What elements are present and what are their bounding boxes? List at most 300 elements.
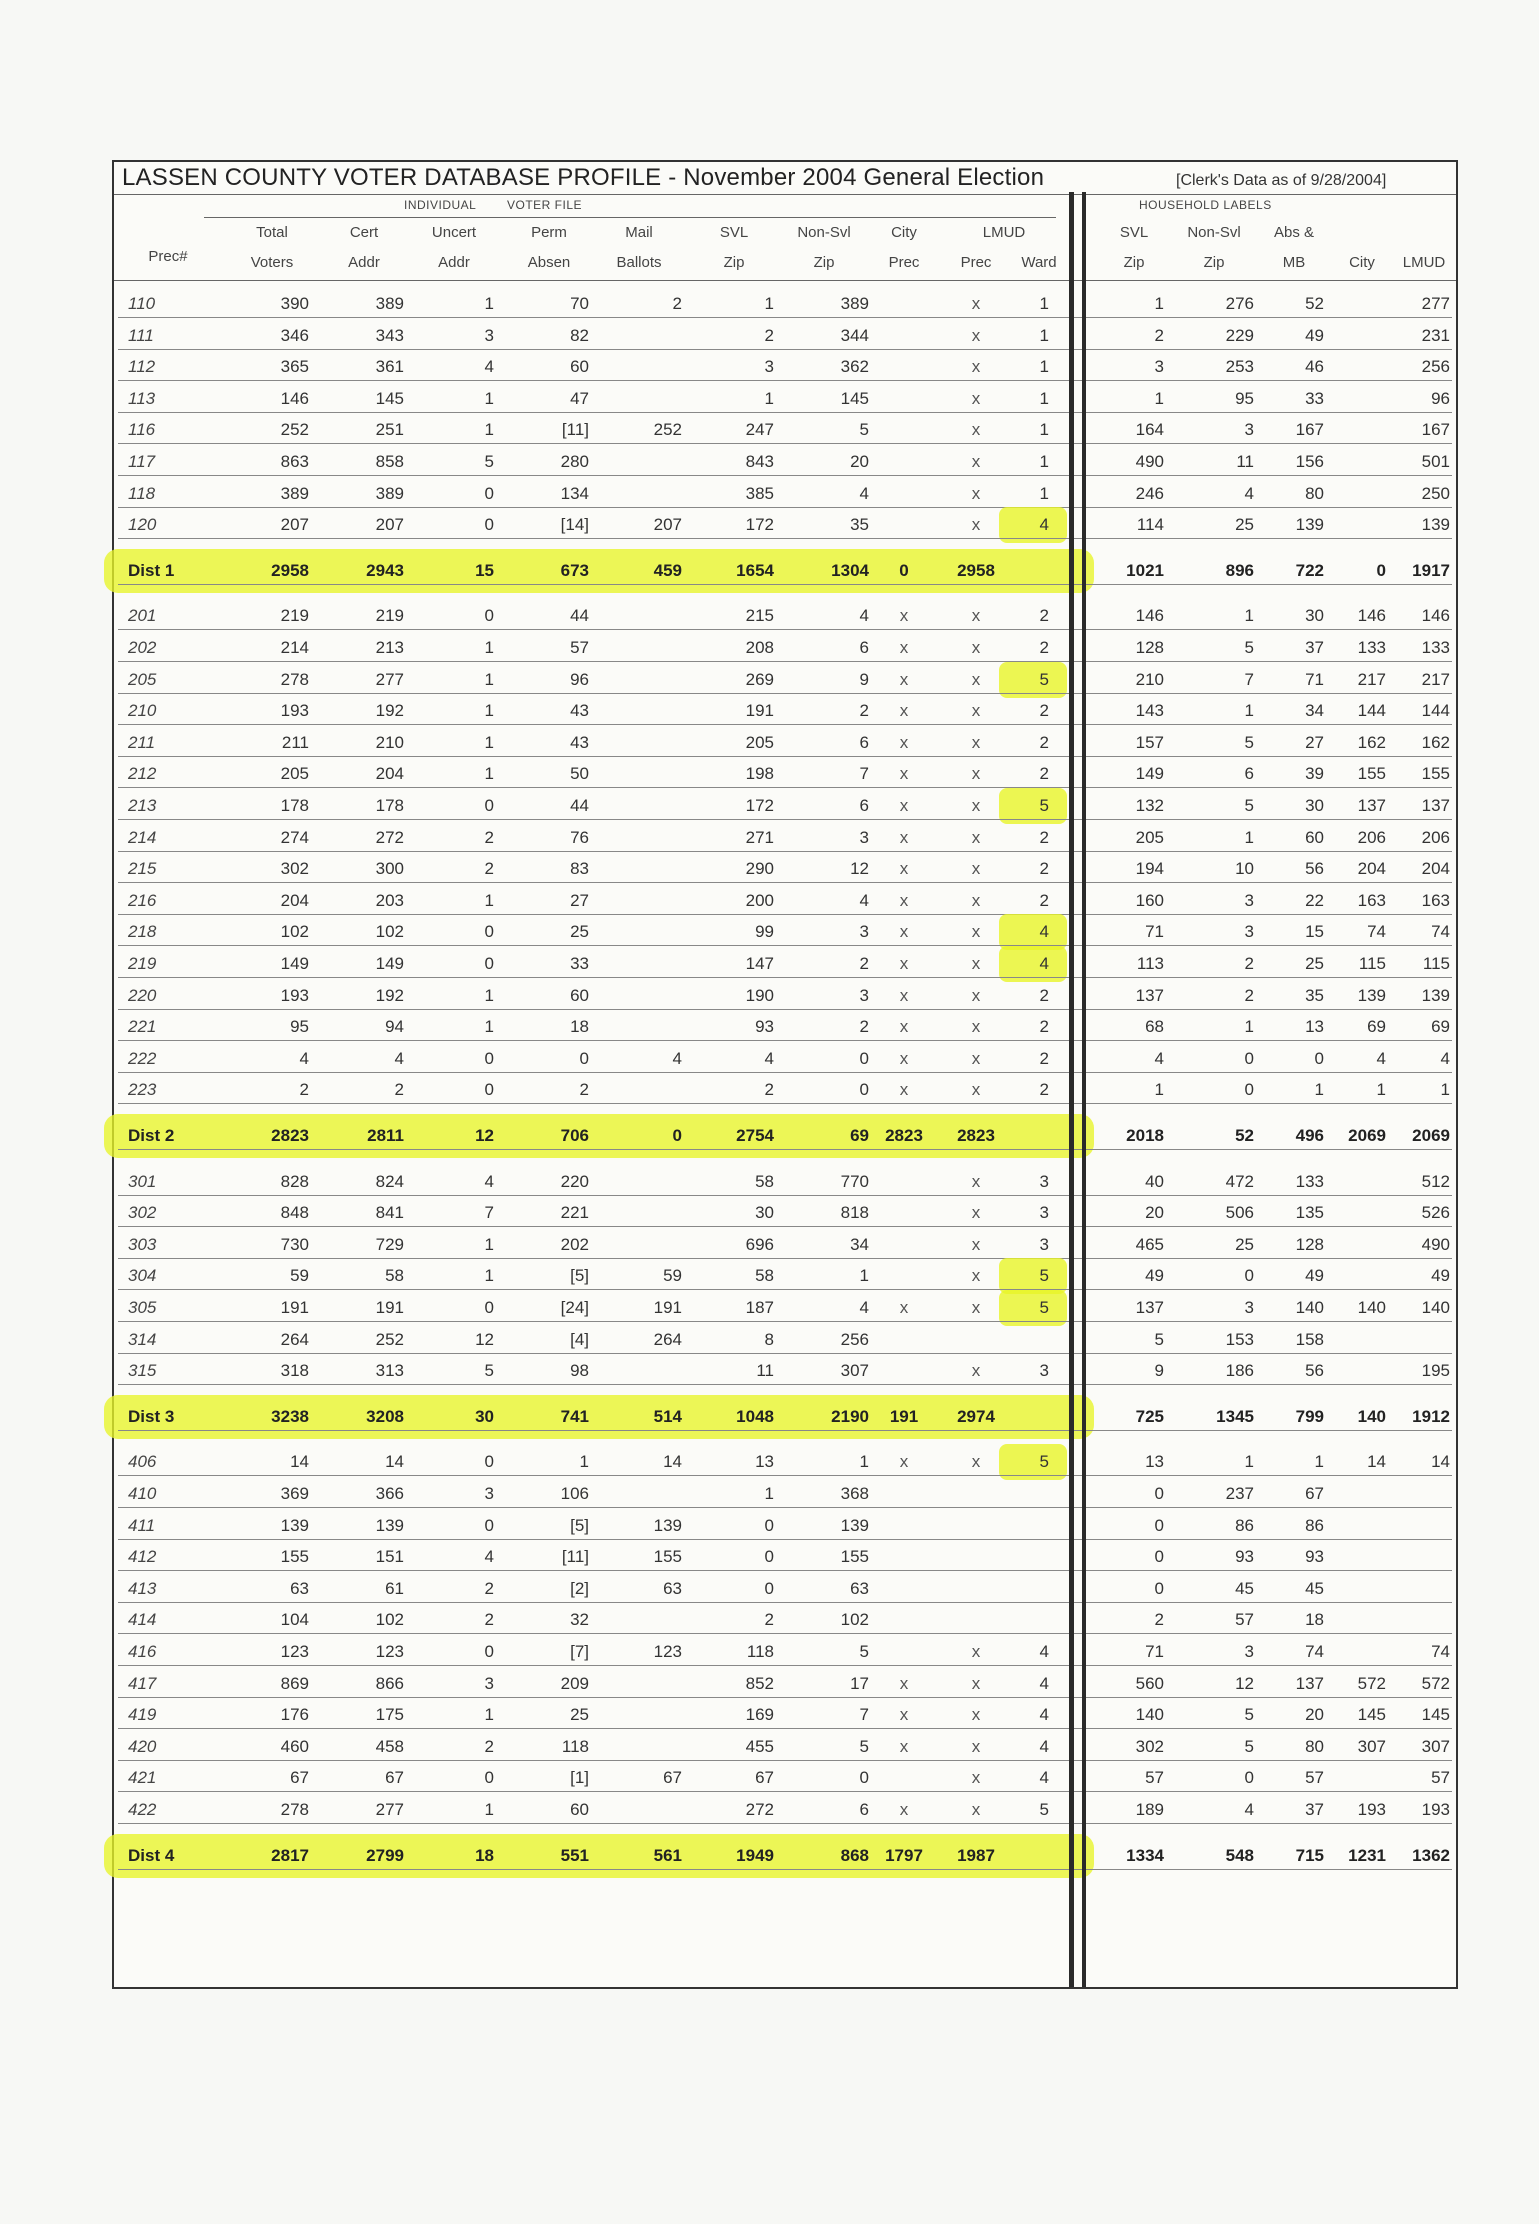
cell-svl: 852: [745, 1673, 774, 1693]
cell-habs: 74: [1305, 1642, 1324, 1661]
cell-mail: [592, 450, 682, 474]
header-lmud-prec: Prec: [960, 254, 992, 271]
table-row: [114, 1699, 1456, 1731]
cell-uncert: 4: [484, 1547, 494, 1567]
cell-prec: 117: [128, 452, 156, 471]
table-row: [114, 351, 1456, 383]
cell-uncert: 0: [484, 606, 494, 626]
cell-nonsvl: 256: [840, 1329, 869, 1349]
cell-city: [874, 1545, 934, 1569]
table-row: [114, 1166, 1456, 1198]
cell-cert: 4: [394, 1048, 404, 1068]
row-rule: [118, 1321, 1452, 1322]
cell-nonsvl: 770: [840, 1171, 869, 1191]
cell-perm: 60: [570, 357, 589, 377]
cell-hlmud: 1: [1440, 1080, 1450, 1100]
cell-hsvl: 0: [1154, 1547, 1164, 1567]
cell-total: 139: [280, 1515, 309, 1535]
header-household-city: City: [1349, 254, 1375, 271]
cell-cert: 366: [375, 1484, 404, 1503]
row-rule: [118, 1103, 1452, 1104]
row-rule: [118, 1289, 1452, 1290]
cell-ward: 2: [1039, 638, 1049, 657]
cell-total: 302: [280, 859, 309, 879]
cell-ward: 1: [1039, 325, 1049, 345]
cell-city: x: [899, 1298, 909, 1317]
cell-uncert: 1: [484, 1017, 494, 1037]
cell-svl: 187: [745, 1298, 774, 1317]
cell-hlmud: 206: [1421, 827, 1450, 847]
table-row: [114, 695, 1456, 727]
cell-cert: 313: [375, 1361, 404, 1381]
cell-city: x: [899, 954, 909, 973]
cell-habs: 20: [1305, 1705, 1324, 1725]
cell-perm: 118: [561, 1736, 589, 1756]
cell-mail: 252: [653, 420, 682, 440]
cell-city: x: [899, 796, 909, 815]
cell-hlmud: 14: [1431, 1452, 1450, 1472]
cell-perm: 70: [570, 294, 589, 313]
cell-hlmud: 57: [1431, 1768, 1450, 1788]
cell-hsvl: 210: [1135, 669, 1164, 689]
cell-total: 95: [290, 1017, 309, 1037]
cell-cert: 102: [375, 1610, 404, 1630]
cell-svl: 8: [764, 1329, 774, 1349]
cell-hlmud: 572: [1421, 1673, 1450, 1693]
cell-hnonsvl: 0: [1244, 1266, 1254, 1286]
cell-perm: 44: [570, 606, 589, 626]
table-row: [114, 1229, 1456, 1261]
cell-uncert: 2: [484, 827, 494, 847]
cell-total: 278: [280, 669, 309, 689]
cell-nonsvl: 2: [859, 701, 869, 721]
cell-svl: 1048: [736, 1406, 774, 1426]
cell-habs: 34: [1305, 701, 1324, 721]
cell-svl: 271: [745, 827, 774, 847]
table-row: [114, 1197, 1456, 1229]
cell-svl: 2: [764, 1080, 774, 1100]
cell-hcity: 204: [1357, 859, 1386, 879]
cell-total: 2823: [271, 1126, 309, 1145]
cell-ward: 5: [1039, 1800, 1049, 1819]
cell-lmud: x: [971, 483, 981, 503]
cell-total: 2817: [271, 1845, 309, 1865]
cell-perm: 134: [560, 483, 589, 503]
header-total-voters-line2: Voters: [250, 254, 294, 271]
cell-nonsvl: 17: [850, 1673, 869, 1693]
cell-mail: [592, 1608, 682, 1632]
cell-hlmud: 250: [1421, 483, 1450, 503]
cell-total: 278: [280, 1800, 309, 1819]
cell-hnonsvl: 253: [1225, 357, 1254, 377]
page-title: LASSEN COUNTY VOTER DATABASE PROFILE - November 2004 General Election: [122, 164, 1045, 191]
table-row: [114, 948, 1456, 980]
cell-prec: 215: [128, 859, 157, 879]
title-row: [122, 164, 1044, 198]
cell-hcity: 307: [1357, 1736, 1386, 1756]
cell-svl: 2754: [736, 1126, 774, 1145]
cell-hlmud: 204: [1421, 859, 1450, 879]
cell-ward: 2: [1039, 1080, 1049, 1100]
cell-hcity: 0: [1376, 560, 1386, 580]
cell-mail: [592, 324, 682, 348]
cell-city: [874, 1608, 934, 1632]
cell-hnonsvl: 186: [1225, 1361, 1254, 1381]
cell-perm: 25: [570, 922, 589, 942]
cell-prec: 315: [128, 1361, 157, 1381]
cell-hsvl: 140: [1135, 1705, 1164, 1725]
cell-ward: 1: [1039, 483, 1049, 503]
table-row: [114, 1260, 1456, 1292]
cell-mail: 63: [663, 1578, 682, 1598]
cell-perm: 221: [560, 1203, 589, 1223]
cell-hlmud: 490: [1421, 1234, 1450, 1254]
cell-total: 863: [280, 452, 309, 471]
cell-nonsvl: 4: [859, 890, 869, 910]
cell-mail: 139: [653, 1515, 682, 1535]
cell-perm: 33: [570, 954, 589, 973]
cell-prec: Dist 3: [128, 1406, 175, 1426]
cell-hsvl: 465: [1135, 1234, 1164, 1254]
cell-prec: 411: [128, 1515, 156, 1535]
cell-mail: [592, 920, 682, 944]
cell-svl: 11: [756, 1361, 774, 1381]
cell-hlmud: 1362: [1412, 1845, 1450, 1865]
cell-uncert: 0: [484, 1048, 494, 1068]
cell-perm: [5]: [570, 1266, 589, 1286]
district-total-row: [114, 1120, 1456, 1152]
cell-cert: 14: [385, 1452, 404, 1472]
cell-perm: [1]: [570, 1768, 589, 1788]
cell-hsvl: 2018: [1126, 1126, 1164, 1145]
cell-habs: 57: [1305, 1768, 1324, 1788]
cell-prec: 302: [128, 1203, 157, 1223]
cell-perm: 43: [570, 701, 589, 721]
cell-hnonsvl: 0: [1244, 1768, 1254, 1788]
cell-habs: 71: [1305, 669, 1324, 689]
table-row: [114, 1668, 1456, 1700]
cell-nonsvl: 69: [850, 1126, 869, 1145]
cell-perm: 1: [579, 1452, 589, 1472]
cell-svl: 2: [764, 1610, 774, 1630]
cell-perm: 50: [570, 764, 589, 784]
cell-mail: 561: [653, 1845, 682, 1865]
cell-habs: 133: [1295, 1171, 1324, 1191]
cell-hsvl: 157: [1135, 732, 1164, 752]
cell-habs: 49: [1305, 1266, 1324, 1286]
header-mail-ballots-line1: Mail: [625, 224, 653, 241]
cell-total: 178: [280, 796, 309, 815]
cell-ward: 4: [1039, 515, 1049, 535]
row-rule: [118, 1195, 1452, 1196]
row-rule: [118, 1507, 1452, 1508]
cell-prec: 213: [128, 796, 157, 815]
cell-svl: 208: [745, 638, 774, 657]
cell-nonsvl: 1: [859, 1266, 869, 1286]
cell-hnonsvl: 506: [1225, 1203, 1254, 1223]
cell-ward: 2: [1039, 827, 1049, 847]
cell-hnonsvl: 472: [1225, 1171, 1254, 1191]
cell-ward: 2: [1039, 732, 1049, 752]
cell-city: 2823: [885, 1126, 923, 1145]
row-rule: [118, 1384, 1452, 1385]
cell-svl: 4: [764, 1048, 774, 1068]
cell-prec: Dist 4: [128, 1845, 175, 1865]
cell-city: x: [899, 1800, 909, 1819]
cell-hsvl: 113: [1136, 954, 1164, 973]
cell-cert: 277: [375, 669, 404, 689]
cell-hcity: 2069: [1348, 1126, 1386, 1145]
table-row: [114, 790, 1456, 822]
cell-hcity: 137: [1357, 796, 1386, 815]
cell-cert: 178: [375, 796, 404, 815]
cell-hsvl: 164: [1135, 420, 1164, 440]
cell-hnonsvl: 11: [1236, 452, 1254, 471]
cell-lmud: x: [971, 452, 981, 471]
cell-total: 2958: [271, 560, 309, 580]
cell-prec: 116: [128, 420, 156, 440]
cell-nonsvl: 3: [859, 922, 869, 942]
cell-hsvl: 132: [1135, 796, 1164, 815]
cell-prec: 420: [128, 1736, 157, 1756]
cell-hcity: 1: [1376, 1080, 1386, 1100]
cell-nonsvl: 0: [859, 1768, 869, 1788]
cell-hsvl: 0: [1154, 1484, 1164, 1503]
cell-hlmud: 4: [1440, 1048, 1450, 1068]
cell-lmud: x: [971, 890, 981, 910]
cell-habs: 140: [1295, 1298, 1324, 1317]
cell-hcity: 14: [1367, 1452, 1386, 1472]
cell-habs: 18: [1305, 1610, 1324, 1630]
district-total-row: [114, 1401, 1456, 1433]
cell-hcity: 146: [1357, 606, 1386, 626]
cell-perm: 18: [570, 1017, 589, 1037]
cell-mail: 0: [672, 1126, 682, 1145]
cell-ward: 2: [1039, 890, 1049, 910]
cell-hlmud: 133: [1421, 638, 1450, 657]
cell-hlmud: 74: [1431, 1642, 1450, 1661]
cell-ward: 4: [1039, 1736, 1049, 1756]
cell-hnonsvl: 3: [1244, 922, 1254, 942]
household-labels-group-label: HOUSEHOLD LABELS: [1139, 198, 1272, 212]
cell-habs: 799: [1295, 1406, 1324, 1426]
cell-lmud: x: [971, 1361, 981, 1381]
cell-cert: 2811: [367, 1126, 404, 1145]
table-row: [114, 822, 1456, 854]
cell-svl: 205: [745, 732, 774, 752]
row-rule: [118, 945, 1452, 946]
cell-nonsvl: 2: [859, 954, 869, 973]
cell-svl: 1949: [736, 1845, 774, 1865]
cell-prec: 112: [128, 357, 156, 377]
cell-perm: 706: [560, 1126, 589, 1145]
clerk-data-note: [Clerk's Data as of 9/28/2004]: [1176, 172, 1387, 189]
cell-cert: 252: [375, 1329, 404, 1349]
row-rule: [118, 1633, 1452, 1634]
cell-total: 3238: [271, 1406, 309, 1426]
cell-hsvl: 5: [1154, 1329, 1164, 1349]
cell-lmud: x: [971, 796, 981, 815]
cell-hlmud: 115: [1422, 954, 1450, 973]
district-total-row: [114, 555, 1456, 587]
cell-hcity: 144: [1357, 701, 1386, 721]
cell-perm: 60: [570, 985, 589, 1005]
cell-svl: 455: [745, 1736, 774, 1756]
cell-mail: [592, 1359, 682, 1383]
row-rule: [118, 1353, 1452, 1354]
cell-uncert: 0: [484, 1080, 494, 1100]
row-rule: [118, 1728, 1452, 1729]
cell-hsvl: 71: [1145, 922, 1164, 942]
cell-ward: 1: [1039, 452, 1049, 471]
cell-mail: 2: [672, 294, 682, 313]
cell-ward: 4: [1039, 1705, 1049, 1725]
cell-city: [874, 418, 934, 442]
cell-hsvl: 205: [1135, 827, 1164, 847]
header-svl-zip-line2: Zip: [723, 254, 745, 271]
voter-file-group-label: VOTER FILE: [507, 198, 583, 212]
cell-uncert: 1: [484, 732, 494, 752]
cell-mail: [592, 604, 682, 628]
row-rule: [118, 756, 1452, 757]
cell-habs: 67: [1305, 1484, 1324, 1503]
cell-total: 318: [280, 1361, 309, 1381]
cell-mail: 514: [653, 1406, 682, 1426]
cell-uncert: 1: [484, 669, 494, 689]
cell-city: [874, 1170, 934, 1194]
cell-perm: 76: [570, 827, 589, 847]
cell-prec: Dist 2: [128, 1126, 175, 1145]
cell-svl: 247: [745, 420, 774, 440]
cell-city: [874, 1766, 934, 1790]
cell-hlmud: [1360, 1328, 1450, 1352]
row-rule: [118, 693, 1452, 694]
cell-perm: [2]: [570, 1578, 589, 1598]
cell-hsvl: 49: [1145, 1266, 1164, 1286]
cell-city: x: [899, 1736, 909, 1756]
cell-nonsvl: 818: [840, 1203, 869, 1223]
cell-cert: 204: [375, 764, 404, 784]
cell-lmud: 1987: [957, 1845, 995, 1865]
cell-prec: 412: [128, 1547, 157, 1567]
cell-mail: 123: [653, 1642, 682, 1661]
cell-perm: 32: [570, 1610, 589, 1630]
cell-lmud: x: [971, 1234, 981, 1254]
cell-habs: 86: [1305, 1515, 1324, 1535]
cell-ward: 3: [1039, 1203, 1049, 1223]
cell-hsvl: 1334: [1126, 1845, 1164, 1865]
cell-uncert: 1: [484, 420, 494, 440]
cell-nonsvl: 5: [859, 1736, 869, 1756]
cell-lmud: x: [971, 357, 981, 377]
cell-hnonsvl: 229: [1225, 325, 1254, 345]
cell-prec: 111: [128, 325, 154, 345]
cell-hnonsvl: 3: [1244, 890, 1254, 910]
row-rule: [118, 380, 1452, 381]
cell-habs: 156: [1295, 452, 1324, 471]
cell-city: x: [899, 606, 909, 626]
cell-lmud: x: [971, 859, 981, 879]
cell-hlmud: 526: [1421, 1203, 1450, 1223]
cell-mail: [592, 355, 682, 379]
cell-habs: 80: [1305, 1736, 1324, 1756]
cell-uncert: 5: [484, 1361, 494, 1381]
table-row: [114, 383, 1456, 415]
cell-city: x: [899, 669, 909, 689]
cell-mail: [592, 952, 682, 976]
table-row: [114, 1446, 1456, 1478]
cell-hlmud: 145: [1421, 1705, 1450, 1725]
cell-city: x: [899, 890, 909, 910]
cell-hlmud: 137: [1421, 796, 1450, 815]
cell-habs: 167: [1295, 420, 1324, 440]
row-rule: [118, 507, 1452, 508]
cell-total: 191: [280, 1298, 309, 1317]
row-rule: [118, 1258, 1452, 1259]
cell-mail: [592, 668, 682, 692]
cell-hlmud: [1360, 1608, 1450, 1632]
cell-perm: 60: [570, 1800, 589, 1819]
cell-city: x: [899, 827, 909, 847]
cell-hnonsvl: 1345: [1216, 1406, 1254, 1426]
cell-cert: 858: [375, 452, 404, 471]
cell-hnonsvl: 57: [1235, 1610, 1254, 1630]
cell-nonsvl: 35: [850, 515, 869, 535]
cell-cert: 67: [385, 1768, 404, 1788]
cell-perm: 220: [560, 1171, 589, 1191]
header-ward: Ward: [1021, 254, 1057, 271]
cell-total: 149: [280, 954, 309, 973]
cell-lmud: x: [971, 1705, 981, 1725]
cell-habs: 52: [1305, 294, 1324, 313]
cell-habs: 135: [1295, 1203, 1324, 1223]
cell-city: x: [899, 985, 909, 1005]
cell-hsvl: 1: [1154, 294, 1164, 313]
cell-total: 869: [280, 1673, 309, 1693]
cell-hsvl: 20: [1145, 1203, 1164, 1223]
cell-uncert: 1: [484, 294, 494, 313]
cell-hsvl: 4: [1154, 1048, 1164, 1068]
cell-hsvl: 0: [1154, 1515, 1164, 1535]
row-rule: [118, 724, 1452, 725]
cell-perm: [24]: [560, 1298, 589, 1317]
cell-prec: 220: [128, 985, 157, 1005]
header-rule-mid: [204, 217, 1056, 218]
cell-nonsvl: 63: [850, 1578, 869, 1598]
cell-hnonsvl: 1: [1244, 827, 1254, 847]
cell-lmud: x: [971, 1298, 981, 1317]
cell-cert: 277: [375, 1800, 404, 1819]
cell-nonsvl: 2190: [831, 1406, 869, 1426]
cell-cert: 151: [375, 1547, 404, 1567]
column-divider-left: [1069, 192, 1074, 1987]
cell-hlmud: 96: [1431, 388, 1450, 408]
cell-nonsvl: 368: [840, 1484, 869, 1503]
cell-lmud: x: [971, 1642, 981, 1661]
cell-uncert: 15: [475, 560, 494, 580]
cell-mail: [592, 731, 682, 755]
cell-prec: 216: [128, 890, 157, 910]
cell-city: x: [899, 638, 909, 657]
table-row: [114, 1324, 1456, 1356]
cell-habs: 46: [1305, 357, 1324, 377]
cell-hsvl: 194: [1135, 859, 1164, 879]
cell-hlmud: 49: [1431, 1266, 1450, 1286]
cell-hcity: 163: [1357, 890, 1386, 910]
cell-uncert: 1: [484, 701, 494, 721]
cell-perm: [14]: [560, 515, 589, 535]
cell-prec: Dist 1: [128, 560, 175, 580]
